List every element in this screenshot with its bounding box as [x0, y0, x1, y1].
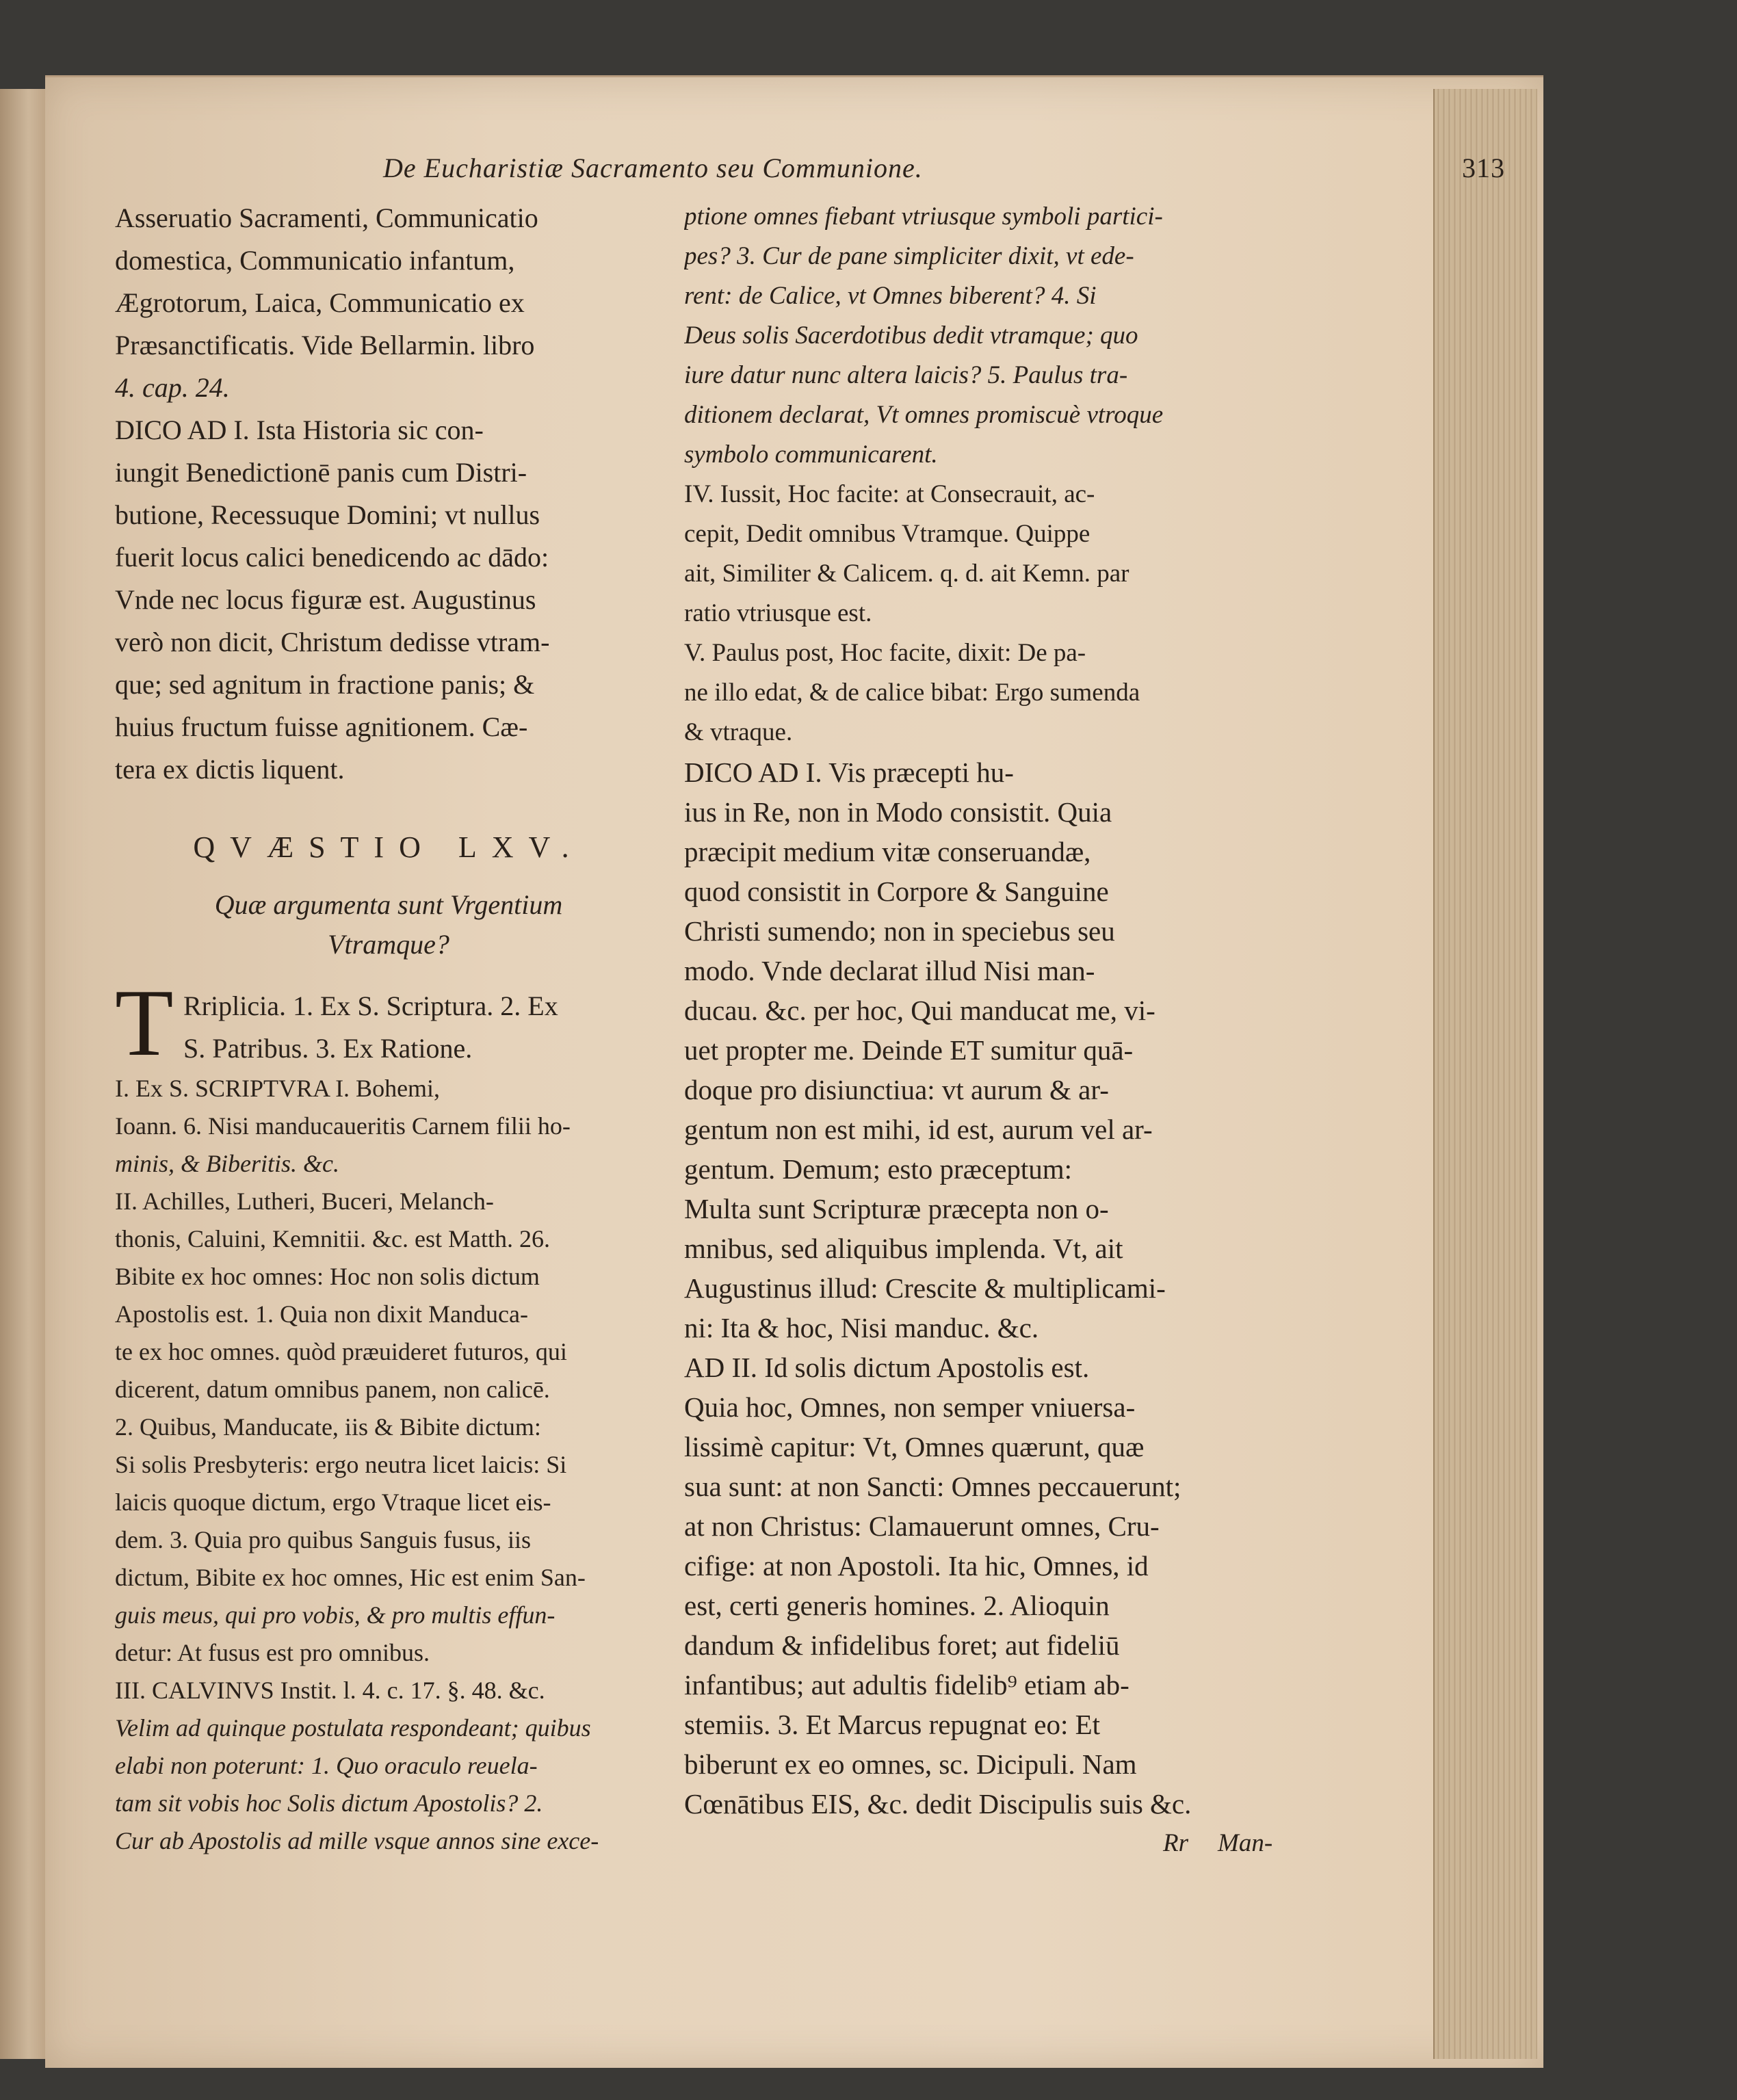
text-line: uet propter me. Deinde ET sumitur quā- — [684, 1034, 1134, 1066]
text-line: IV. Iussit, Hoc facite: at Consecrauit, ac- — [684, 480, 1095, 508]
text-line: Si solis Presbyteris: ergo neutra licet laicis: Si — [115, 1451, 567, 1478]
text-line: Asseruatio Sacramenti, Communicatio — [115, 202, 538, 233]
text-line: tam sit vobis hoc Solis dictum Apostolis? 2. — [115, 1789, 543, 1817]
text-line: iure datur nunc altera laicis? 5. Paulus tra- — [684, 361, 1128, 389]
text-line: DICO AD I. Vis præcepti hu- — [684, 757, 1014, 788]
text-line: infantibus; aut adultis fidelib⁹ etiam ab- — [684, 1669, 1129, 1701]
text-line: symbolo communicarent. — [684, 441, 938, 469]
text-line: ducau. &c. per hoc, Qui manducat me, vi- — [684, 995, 1155, 1026]
text-line: gentum non est mihi, id est, aurum vel ar- — [684, 1114, 1153, 1145]
text-line: doque pro disiunctiua: vt aurum & ar- — [684, 1074, 1109, 1105]
text-line: Cur ab Apostolis ad mille vsque annos sine exce- — [115, 1827, 599, 1854]
text-line: S. Patribus. 3. Ex Ratione. — [183, 1033, 473, 1064]
text-line: fuerit locus calici benedicendo ac dādo: — [115, 542, 549, 573]
text-line: ius in Re, non in Modo consistit. Quia — [684, 796, 1112, 828]
page-number: 313 — [1462, 153, 1505, 183]
text-line: butione, Recessuque Domini; vt nullus — [115, 499, 540, 530]
text-line: modo. Vnde declarat illud Nisi man- — [684, 955, 1095, 986]
text-line: rent: de Calice, vt Omnes biberent? 4. Si — [684, 282, 1097, 310]
text-line: huius fructum fuisse agnitionem. Cæ- — [115, 711, 528, 742]
text-line: ditionem declarat, Vt omnes promiscuè vtroque — [684, 401, 1164, 429]
text-line: Apostolis est. 1. Quia non dixit Manduca- — [115, 1300, 528, 1328]
text-line: biberunt ex eo omnes, sc. Dicipuli. Nam — [684, 1748, 1137, 1780]
text-line: & vtraque. — [684, 718, 793, 746]
text-line: ni: Ita & hoc, Nisi manduc. &c. — [684, 1312, 1039, 1343]
text-line: thonis, Caluini, Kemnitii. &c. est Matth. 26. — [115, 1225, 550, 1252]
text-line: Quia hoc, Omnes, non semper vniuersa- — [684, 1391, 1136, 1423]
quaestio-title: Quæ argumenta sunt Vrgentium — [214, 889, 563, 920]
text-line: Cœnātibus EIS, &c. dedit Discipulis suis &c. — [684, 1788, 1192, 1820]
text-line: at non Christus: Clamauerunt omnes, Cru- — [684, 1510, 1160, 1542]
text-line: gentum. Demum; esto præceptum: — [684, 1153, 1073, 1185]
text-line: dictum, Bibite ex hoc omnes, Hic est enim San- — [115, 1564, 586, 1591]
page-stack-edge — [1433, 89, 1537, 2059]
text-line: præcipit medium vitæ conseruandæ, — [684, 836, 1091, 867]
text-line: cifige: at non Apostoli. Ita hic, Omnes, id — [684, 1550, 1149, 1581]
text-line: DICO AD I. Ista Historia sic con- — [115, 415, 484, 445]
text-line: quod consistit in Corpore & Sanguine — [684, 876, 1109, 907]
text-line: te ex hoc omnes. quòd præuideret futuros, qui — [115, 1338, 567, 1365]
text-line: Christi sumendo; non in speciebus seu — [684, 915, 1115, 947]
dropcap-paragraph — [115, 970, 662, 1076]
text-line: tera ex dictis liquent. — [115, 754, 345, 785]
text-line: dem. 3. Quia pro quibus Sanguis fusus, iis — [115, 1526, 531, 1553]
text-line: mnibus, sed aliquibus implenda. Vt, ait — [684, 1233, 1123, 1264]
text-line: dandum & infidelibus foret; aut fideliū — [684, 1629, 1120, 1661]
text-line: stemiis. 3. Et Marcus repugnat eo: Et — [684, 1709, 1101, 1740]
text-line: V. Paulus post, Hoc facite, dixit: De pa- — [684, 639, 1086, 667]
quaestio-title: Vtramque? — [328, 929, 449, 960]
text-line: 4. cap. 24. — [115, 372, 230, 403]
text-line: ratio vtriusque est. — [684, 599, 872, 627]
text-line: domestica, Communicatio infantum, — [115, 245, 515, 276]
page-footer — [684, 1824, 1273, 1863]
text-line: que; sed agnitum in fractione panis; & — [115, 669, 535, 700]
text-line: minis, & Biberitis. &c. — [115, 1150, 339, 1177]
text-line: verò non dicit, Christum dedisse vtram- — [115, 627, 550, 657]
text-line: Multa sunt Scripturæ præcepta non o- — [684, 1193, 1109, 1224]
text-line: Ægrotorum, Laica, Communicatio ex — [115, 287, 525, 318]
text-line: ptione omnes fiebant vtriusque symboli partici- — [684, 202, 1163, 231]
text-line: Præsanctificatis. Vide Bellarmin. libro — [115, 330, 535, 360]
right-column — [684, 197, 1273, 1863]
text-line: Deus solis Sacerdotibus dedit vtramque; quo — [684, 321, 1138, 350]
running-title: De Eucharistiæ Sacramento seu Communione. — [383, 153, 923, 183]
text-line: lissimè capitur: Vt, Omnes quærunt, quæ — [684, 1431, 1145, 1462]
text-line: 2. Quibus, Manducate, iis & Bibite dictum: — [115, 1413, 541, 1441]
drop-capital: T — [115, 970, 174, 1076]
text-line: pes? 3. Cur de pane simpliciter dixit, vt ede- — [684, 242, 1134, 270]
text-line: sua sunt: at non Sancti: Omnes peccauerunt; — [684, 1471, 1181, 1502]
text-line: detur: At fusus est pro omnibus. — [115, 1639, 430, 1666]
text-line: Velim ad quinque postulata respondeant; quibus — [115, 1714, 591, 1742]
text-line: III. CALVINVS Instit. l. 4. c. 17. §. 48. &c. — [115, 1677, 545, 1704]
text-line: Ioann. 6. Nisi manducaueritis Carnem filii ho- — [115, 1112, 571, 1140]
left-column — [115, 197, 662, 1860]
page-header — [383, 152, 1505, 193]
text-line: laicis quoque dictum, ergo Vtraque licet eis- — [115, 1488, 551, 1516]
signature-mark: Rr — [1163, 1829, 1188, 1857]
text-line: cepit, Dedit omnibus Vtramque. Quippe — [684, 520, 1090, 548]
text-line: II. Achilles, Lutheri, Buceri, Melanch- — [115, 1187, 494, 1215]
text-line: est, certi generis homines. 2. Alioquin — [684, 1590, 1110, 1621]
text-line: Rriplicia. 1. Ex S. Scriptura. 2. Ex — [183, 990, 558, 1021]
text-line: I. Ex S. SCRIPTVRA I. Bohemi, — [115, 1075, 441, 1102]
text-line: elabi non poterunt: 1. Quo oraculo reuela- — [115, 1752, 538, 1779]
text-line: iungit Benedictionē panis cum Distri- — [115, 457, 527, 488]
text-line: AD II. Id solis dictum Apostolis est. — [684, 1352, 1090, 1383]
left-page-edge — [0, 89, 49, 2059]
text-line: Bibite ex hoc omnes: Hoc non solis dictum — [115, 1263, 540, 1290]
text-line: ne illo edat, & de calice bibat: Ergo sumenda — [684, 679, 1140, 707]
text-line: ait, Similiter & Calicem. q. d. ait Kemn. par — [684, 560, 1129, 588]
text-line: Augustinus illud: Crescite & multiplicami- — [684, 1272, 1166, 1304]
text-line: Vnde nec locus figuræ est. Augustinus — [115, 584, 536, 615]
text-line: dicerent, datum omnibus panem, non calicē. — [115, 1376, 550, 1403]
catchword: Man- — [1218, 1829, 1273, 1857]
text-line: guis meus, qui pro vobis, & pro multis effun- — [115, 1601, 556, 1629]
quaestio-heading: QVÆSTIO LXV. — [193, 830, 584, 864]
